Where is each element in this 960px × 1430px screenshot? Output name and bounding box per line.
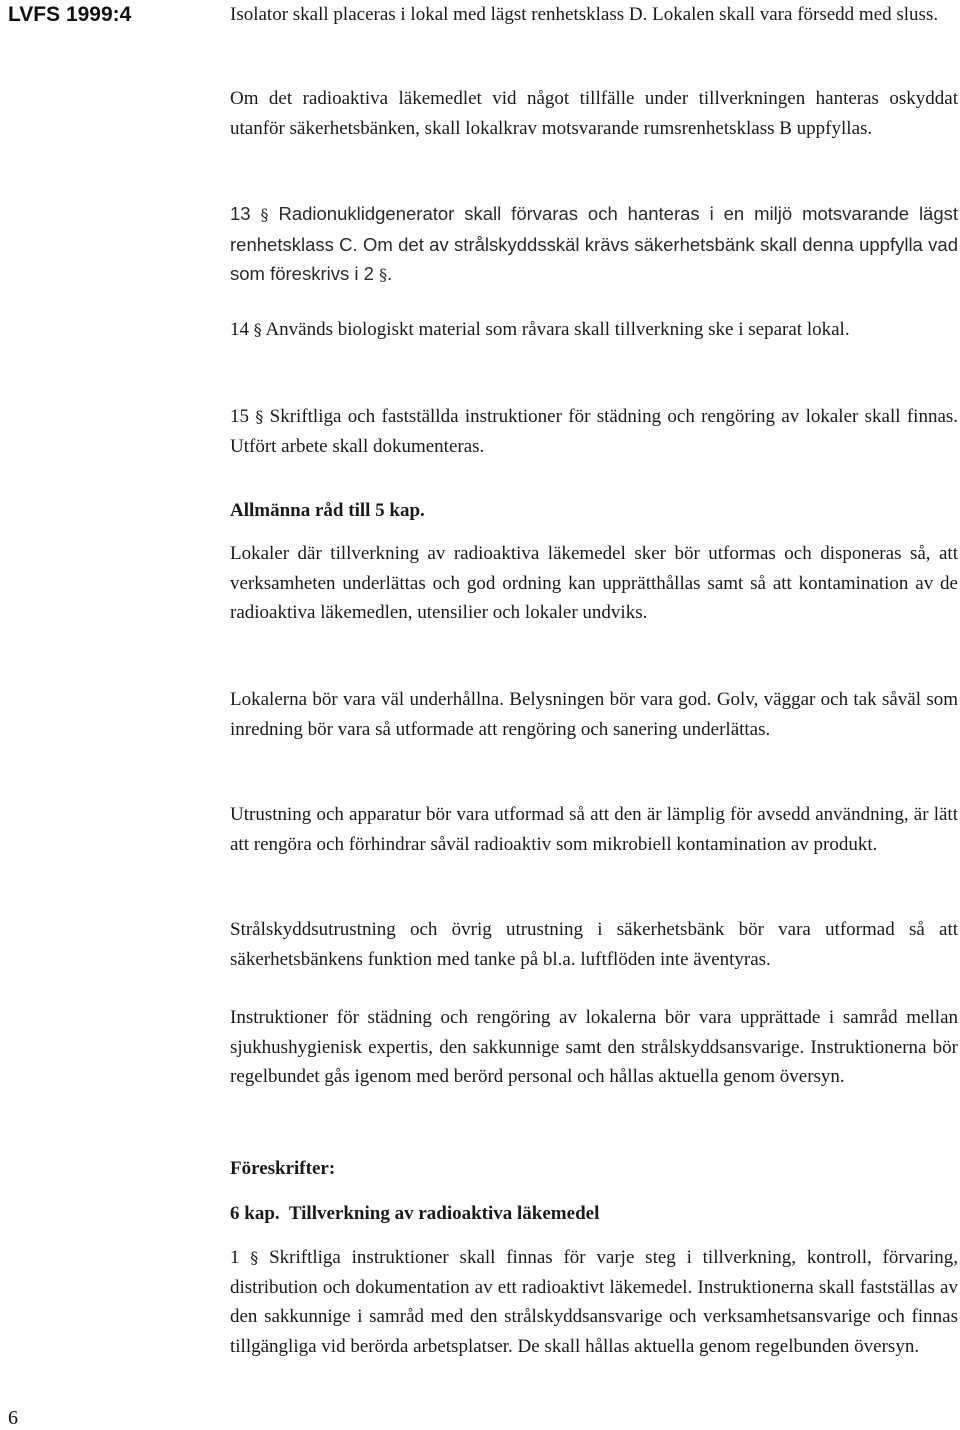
advice-paragraph-maintenance: Lokalerna bör vara väl underhållna. Belysningen bör vara god. Golv, väggar och tak såväl som inredning bör vara så utformade att rengöring och sanering underlättas. — [230, 689, 958, 740]
chapter-title: Tillverkning av radioaktiva läkemedel — [288, 1203, 600, 1224]
advice-paragraph-instructions: Instruktioner för städning och rengöring av lokalerna bör vara upprättade i samråd mellan sjukhushygienisk expertis, den sakkunnige samt den strålskyddsansvarige. Instruktionerna bör regelbundet gås igenom med berörd personal och hållas aktuella genom översyn. — [230, 1007, 958, 1087]
page-number: 6 — [8, 1407, 18, 1429]
advice-paragraph-equipment: Utrustning och apparatur bör vara utformad så att den är lämplig för avsedd användning, är lätt att rengöra och förhindrar såväl radioaktiv som mikrobiell kontamination av produkt. — [230, 804, 958, 855]
section-text: Skriftliga instruktioner skall finnas för varje steg i tillverkning, kontroll, förvaring, distribution och dokumentation av ett radioaktivt läkemedel. Instruktionerna skall fastställas av den sakkunnige i samråd med den strålskyddsansvarige och verksamhetsansvarige och finnas tillgängliga vid berörda arbetsplatser. De skall hållas aktuella genom regelbunden översyn. — [230, 1247, 958, 1357]
advice-paragraph-radiation-equipment: Strålskyddsutrustning och övrig utrustning i säkerhetsbänk bör vara utformad så att säkerhetsbänkens funktion med tanke på bl.a. luftflöden inte äventyras. — [230, 919, 958, 970]
section-13 — [230, 199, 958, 290]
regulations-heading: Föreskrifter: — [230, 1158, 336, 1179]
section-mark: § — [260, 205, 269, 224]
chapter-number: 6 kap. — [230, 1203, 280, 1224]
section-1 — [230, 1243, 958, 1361]
section-text: Radionuklidgenerator skall förvaras och hanteras i en miljö motsvarande lägst renhetsklass C. — [230, 203, 959, 255]
advice-heading: Allmänna råd till 5 kap. — [230, 500, 425, 521]
section-text: Används biologiskt material som råvara skall tillverkning ske i separat lokal. — [265, 319, 850, 340]
section-number: 15 — [230, 406, 249, 427]
section-text-continued: Om det av strålskyddsskäl krävs säkerhetsbänk skall denna uppfylla vad som föreskrivs i 2 — [230, 233, 959, 284]
section-end: . — [387, 263, 393, 284]
section-15 — [230, 402, 958, 461]
section-14 — [230, 315, 958, 345]
section-text: Skriftliga och fastställda instruktioner för städning och rengöring av lokaler skall finnas. Utfört arbete skall dokumenteras. — [230, 406, 959, 457]
section-mark: § — [379, 265, 388, 284]
section-mark: § — [253, 320, 262, 339]
paragraph-isolator: Isolator skall placeras i lokal med lägst renhetsklass D. Lokalen skall vara försedd med sluss. — [230, 4, 939, 25]
document-code-header: LVFS 1999:4 — [8, 3, 132, 26]
section-mark: § — [250, 1248, 259, 1267]
section-number: 13 — [230, 203, 251, 224]
chapter-heading — [230, 1199, 958, 1229]
section-mark: § — [255, 407, 264, 426]
section-number: 1 — [230, 1247, 240, 1268]
paragraph-unprotected-handling: Om det radioaktiva läkemedlet vid något tillfälle under tillverkningen hanteras oskyddat utanför säkerhetsbänken, skall lokalkrav motsvarande rumsrenhetsklass B uppfyllas. — [230, 88, 958, 139]
section-number: 14 — [230, 319, 249, 340]
advice-paragraph-premises: Lokaler där tillverkning av radioaktiva läkemedel sker bör utformas och disponeras så, att verksamheten underlättas och god ordning kan upprätthållas samt så att kontamination av de radioaktiva läkemedlen, utensilier och lokaler undviks. — [230, 543, 958, 623]
